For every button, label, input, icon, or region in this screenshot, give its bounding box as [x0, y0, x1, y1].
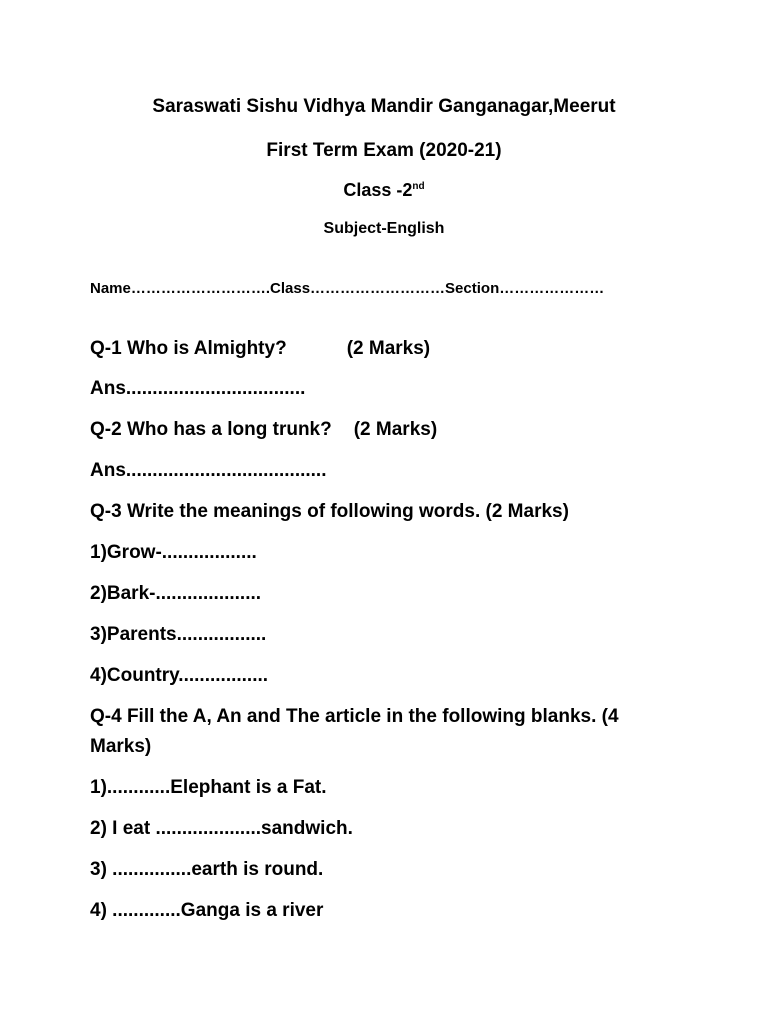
question-2: [90, 419, 437, 441]
question-4-item-1: 1)............Elephant is a Fat.: [90, 777, 327, 798]
question-4-text-line-1: Q-4 Fill the A, An and The article in the following blanks. (4: [90, 706, 619, 727]
exam-title: First Term Exam (2020-21): [266, 140, 502, 161]
class-title: [0, 180, 768, 201]
question-2-text: Q-2 Who has a long trunk?: [90, 419, 332, 440]
class-ordinal-suffix: nd: [412, 181, 425, 192]
answer-2: Ans......................................: [90, 460, 327, 481]
answer-1: Ans..................................: [90, 378, 306, 399]
question-3-text: Q-3 Write the meanings of following words. (2 Marks): [90, 501, 569, 522]
question-3-item-2: 2)Bark-....................: [90, 583, 262, 604]
class-label: Class -2: [343, 180, 413, 200]
question-4-item-3: 3) ...............earth is round.: [90, 859, 324, 880]
question-2-marks: (2 Marks): [353, 419, 438, 440]
student-info-line: Name……………………….Class………………………Section…………………: [90, 280, 605, 297]
school-name: Saraswati Sishu Vidhya Mandir Ganganagar,Meerut: [152, 96, 616, 117]
question-4-item-2: 2) I eat ....................sandwich.: [90, 818, 353, 839]
subject-title: Subject-English: [323, 220, 445, 237]
question-1-marks: (2 Marks): [346, 338, 431, 359]
question-1-text: Q-1 Who is Almighty?: [90, 338, 287, 359]
question-4-item-4: 4) .............Ganga is a river: [90, 900, 324, 921]
question-1: [90, 338, 430, 360]
question-3-item-4: 4)Country.................: [90, 665, 269, 686]
question-3-item-3: 3)Parents.................: [90, 624, 267, 645]
question-3-item-1: 1)Grow-..................: [90, 542, 257, 563]
question-4-text-line-2: Marks): [90, 736, 152, 757]
